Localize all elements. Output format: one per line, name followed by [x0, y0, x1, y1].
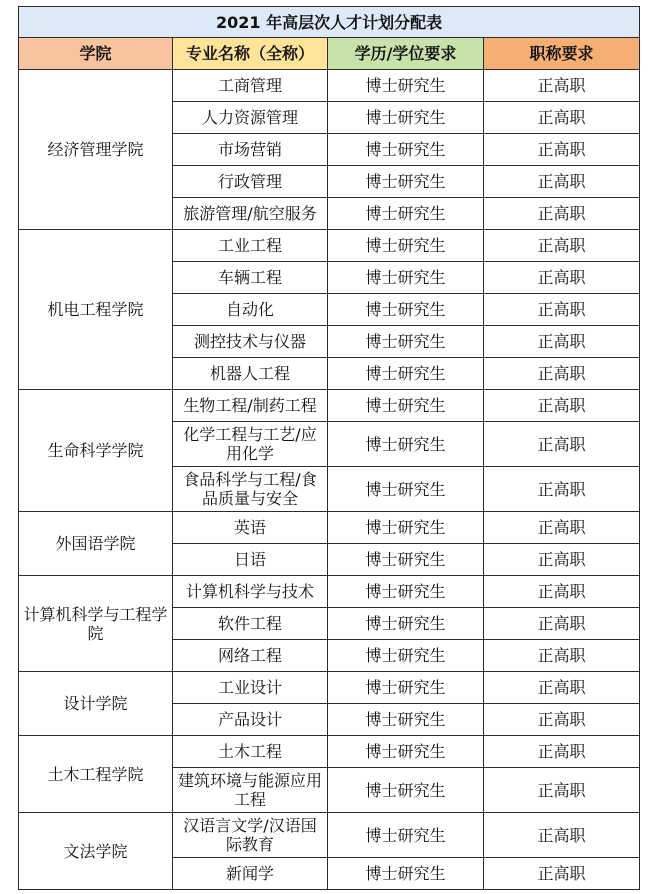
title-requirement-cell: 正高职: [484, 467, 640, 512]
title-requirement-cell: 正高职: [484, 166, 640, 198]
title-requirement-cell: 正高职: [484, 736, 640, 768]
major-cell: 产品设计: [173, 704, 328, 736]
title-requirement-cell: 正高职: [484, 704, 640, 736]
major-cell: 市场营销: [173, 134, 328, 166]
major-cell: 日语: [173, 544, 328, 576]
table-row: [19, 736, 640, 768]
degree-cell: 博士研究生: [328, 736, 484, 768]
degree-cell: 博士研究生: [328, 166, 484, 198]
major-cell: 新闻学: [173, 858, 328, 890]
major-cell: 生物工程/制药工程: [173, 390, 328, 422]
spreadsheet: [18, 6, 639, 890]
title-requirement-cell: 正高职: [484, 134, 640, 166]
table-title: 2021 年高层次人才计划分配表: [19, 7, 640, 38]
table-body: [19, 7, 640, 890]
college-cell: 机电工程学院: [19, 230, 173, 390]
degree-cell: 博士研究生: [328, 576, 484, 608]
degree-cell: 博士研究生: [328, 640, 484, 672]
title-requirement-cell: 正高职: [484, 813, 640, 858]
degree-cell: 博士研究生: [328, 294, 484, 326]
major-cell: 计算机科学与技术: [173, 576, 328, 608]
degree-cell: 博士研究生: [328, 134, 484, 166]
title-requirement-cell: 正高职: [484, 672, 640, 704]
title-requirement-cell: 正高职: [484, 512, 640, 544]
degree-cell: 博士研究生: [328, 102, 484, 134]
title-requirement-cell: 正高职: [484, 294, 640, 326]
header-title-requirement: 职称要求: [484, 38, 640, 70]
major-cell: 食品科学与工程/食品质量与安全: [173, 467, 328, 512]
header-college: 学院: [19, 38, 173, 70]
major-cell: 工商管理: [173, 70, 328, 102]
degree-cell: 博士研究生: [328, 512, 484, 544]
allocation-table: [18, 6, 640, 890]
degree-cell: 博士研究生: [328, 544, 484, 576]
table-row: [19, 70, 640, 102]
degree-cell: 博士研究生: [328, 608, 484, 640]
table-row: [19, 512, 640, 544]
major-cell: 土木工程: [173, 736, 328, 768]
college-cell: 土木工程学院: [19, 736, 173, 813]
major-cell: 工业设计: [173, 672, 328, 704]
major-cell: 化学工程与工艺/应用化学: [173, 422, 328, 467]
title-requirement-cell: 正高职: [484, 576, 640, 608]
table-row: [19, 672, 640, 704]
degree-cell: 博士研究生: [328, 230, 484, 262]
college-cell: 设计学院: [19, 672, 173, 736]
college-cell: 经济管理学院: [19, 70, 173, 230]
major-cell: 自动化: [173, 294, 328, 326]
table-row: [19, 576, 640, 608]
title-requirement-cell: 正高职: [484, 422, 640, 467]
major-cell: 网络工程: [173, 640, 328, 672]
degree-cell: 博士研究生: [328, 262, 484, 294]
degree-cell: 博士研究生: [328, 358, 484, 390]
degree-cell: 博士研究生: [328, 198, 484, 230]
title-requirement-cell: 正高职: [484, 198, 640, 230]
title-requirement-cell: 正高职: [484, 230, 640, 262]
major-cell: 车辆工程: [173, 262, 328, 294]
college-cell: 计算机科学与工程学院: [19, 576, 173, 672]
degree-cell: 博士研究生: [328, 704, 484, 736]
college-cell: 外国语学院: [19, 512, 173, 576]
title-requirement-cell: 正高职: [484, 640, 640, 672]
table-row: [19, 813, 640, 858]
degree-cell: 博士研究生: [328, 422, 484, 467]
major-cell: 工业工程: [173, 230, 328, 262]
title-requirement-cell: 正高职: [484, 858, 640, 890]
header-row: [19, 38, 640, 70]
table-row: [19, 390, 640, 422]
degree-cell: 博士研究生: [328, 326, 484, 358]
title-requirement-cell: 正高职: [484, 262, 640, 294]
degree-cell: 博士研究生: [328, 768, 484, 813]
college-cell: 生命科学学院: [19, 390, 173, 512]
degree-cell: 博士研究生: [328, 70, 484, 102]
degree-cell: 博士研究生: [328, 467, 484, 512]
college-cell: 文法学院: [19, 813, 173, 890]
header-major: 专业名称（全称）: [173, 38, 328, 70]
title-requirement-cell: 正高职: [484, 358, 640, 390]
title-requirement-cell: 正高职: [484, 768, 640, 813]
major-cell: 机器人工程: [173, 358, 328, 390]
major-cell: 英语: [173, 512, 328, 544]
degree-cell: 博士研究生: [328, 858, 484, 890]
title-requirement-cell: 正高职: [484, 102, 640, 134]
degree-cell: 博士研究生: [328, 390, 484, 422]
major-cell: 人力资源管理: [173, 102, 328, 134]
major-cell: 行政管理: [173, 166, 328, 198]
major-cell: 建筑环境与能源应用工程: [173, 768, 328, 813]
major-cell: 测控技术与仪器: [173, 326, 328, 358]
degree-cell: 博士研究生: [328, 813, 484, 858]
title-requirement-cell: 正高职: [484, 326, 640, 358]
title-requirement-cell: 正高职: [484, 390, 640, 422]
title-requirement-cell: 正高职: [484, 70, 640, 102]
table-row: [19, 230, 640, 262]
degree-cell: 博士研究生: [328, 672, 484, 704]
title-requirement-cell: 正高职: [484, 544, 640, 576]
title-row: [19, 7, 640, 38]
major-cell: 汉语言文学/汉语国际教育: [173, 813, 328, 858]
major-cell: 软件工程: [173, 608, 328, 640]
header-degree: 学历/学位要求: [328, 38, 484, 70]
title-requirement-cell: 正高职: [484, 608, 640, 640]
major-cell: 旅游管理/航空服务: [173, 198, 328, 230]
